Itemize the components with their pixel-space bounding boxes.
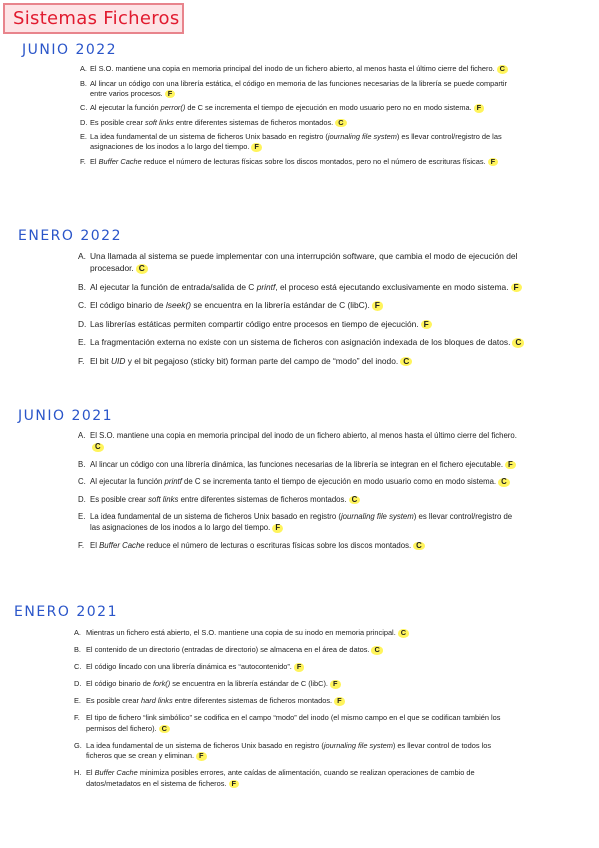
question-text-part: se encuentra en la librería estándar de C (libC). (170, 679, 328, 688)
question-text (90, 299, 542, 311)
answer-badge: C (398, 629, 409, 638)
question-item (78, 494, 524, 505)
question-text (86, 662, 514, 673)
question-letter: D. (78, 494, 86, 504)
question-text-part: La idea fundamental de un sistema de ficheros Unix basado en registro ( (90, 132, 328, 141)
question-text (86, 645, 514, 656)
question-list (80, 64, 508, 167)
question-text-part: minimiza posibles errores, ante caídas de alimentación, cuando se realizan operaciones de cambio de datos/metadatos en el sistema de ficheros. (86, 768, 475, 788)
question-text (90, 511, 524, 533)
question-item (78, 318, 542, 330)
question-text-part: El bit (90, 355, 111, 366)
question-text-part: se encuentra en la librería estándar de C (libC). (191, 300, 370, 310)
question-letter: A. (74, 628, 81, 637)
answer-badge: C (400, 357, 412, 367)
question-item (80, 132, 508, 152)
question-text (86, 713, 514, 734)
question-item (78, 299, 542, 311)
question-text-part: Las librerías estáticas permiten compartir código entre procesos en tiempo de ejecución. (90, 318, 419, 329)
question-text-part: ) es llevar control/registro de las asignaciones de los inodos a lo largo del tiempo. (90, 512, 513, 532)
question-text-part: El (90, 540, 100, 550)
question-letter: A. (78, 431, 86, 440)
question-letter: F. (78, 540, 85, 550)
question-text-part: reduce el número de lecturas o escrituras físicas sobre los discos montados. (144, 540, 412, 550)
question-text (90, 540, 524, 551)
answer-badge: C (92, 443, 104, 452)
question-letter: F. (78, 355, 85, 366)
question-text-part: Una llamada al sistema se puede implementar con una interrupción software, que cambia el modo de ejecución del procesador. (90, 251, 518, 273)
question-letter: E. (74, 696, 81, 705)
question-text-part: Mientras un fichero está abierto, el S.O. mantiene una copia de su inodo en memoria principal. (86, 628, 396, 637)
question-letter: D. (78, 318, 87, 329)
question-letter: A. (80, 64, 87, 73)
question-item (78, 511, 524, 533)
question-text (90, 318, 542, 330)
answer-badge: F (165, 90, 176, 99)
question-item (74, 713, 514, 734)
question-letter: E. (78, 512, 86, 521)
answer-badge: C (335, 119, 346, 128)
question-text-part: La idea fundamental de un sistema de ficheros Unix basado en registro ( (86, 740, 324, 750)
answer-badge: F (251, 143, 262, 152)
question-item (78, 540, 524, 551)
question-text-part: El contenido de un directorio (entradas de directorio) se almacena en el área de datos. (86, 645, 370, 654)
question-text (86, 696, 514, 707)
question-text (90, 79, 508, 99)
question-letter: G. (74, 740, 82, 750)
question-item (80, 103, 508, 113)
question-list (74, 628, 514, 789)
question-text-part: , el proceso está ejecutando exclusivamente en modo sistema. (275, 281, 509, 292)
question-item (78, 281, 542, 293)
answer-badge: C (498, 478, 510, 487)
question-text-part: El código binario de (90, 300, 166, 310)
question-emphasis: Buffer Cache (94, 768, 138, 777)
section-enero-2021 (14, 604, 514, 796)
question-emphasis: UID (110, 355, 126, 366)
question-item (74, 645, 514, 656)
question-emphasis: soft links (145, 117, 174, 127)
question-item (80, 79, 508, 99)
question-item (74, 628, 514, 639)
question-item (78, 250, 542, 274)
question-list (78, 250, 542, 367)
question-text (90, 132, 508, 152)
question-text-part: de C se incrementa el tiempo de ejecución en modo usuario pero no en modo sistema. (185, 103, 472, 112)
question-text-part: entre diferentes sistemas de ficheros montados. (178, 494, 347, 504)
question-emphasis: journaling file system (323, 740, 393, 750)
answer-badge: F (421, 320, 432, 330)
question-emphasis: journaling file system (340, 512, 414, 521)
page-title-box (3, 3, 184, 34)
question-item (80, 118, 508, 128)
answer-badge: F (511, 283, 522, 293)
question-list (78, 430, 524, 551)
question-emphasis: hard links (141, 696, 173, 705)
question-text (90, 494, 524, 505)
answer-badge: F (294, 663, 305, 672)
question-item (80, 64, 508, 74)
question-letter: C. (78, 477, 86, 486)
question-text (90, 336, 542, 348)
question-text-part: El código lincado con una librería dinámica es “autocontenido”. (86, 662, 292, 671)
question-text-part: El tipo de fichero “link simbólico” se codifica en el campo “modo” del inodo (el mismo campo en el que se codifican también los permisos del fichero). (86, 713, 501, 733)
question-letter: B. (78, 459, 86, 469)
question-text-part: Es posible crear (86, 696, 142, 705)
question-text (90, 64, 508, 74)
question-emphasis: perror() (160, 103, 186, 112)
question-letter: B. (80, 78, 87, 88)
question-text-part: La idea fundamental de un sistema de ficheros Unix basado en registro ( (90, 512, 341, 521)
section-junio-2022 (22, 42, 508, 171)
question-text-part: reduce el número de lecturas físicas sobre los discos montados, pero no el número de escrituras físicas. (141, 156, 486, 166)
question-letter: B. (78, 281, 86, 292)
answer-badge: C (159, 725, 170, 734)
answer-badge: F (196, 752, 207, 761)
question-emphasis: soft links (148, 494, 179, 504)
question-text (90, 118, 508, 128)
question-text (86, 741, 514, 762)
question-emphasis: journaling file system (327, 132, 397, 141)
answer-badge: F (334, 697, 345, 706)
section-heading: JUNIO 2021 (18, 408, 114, 424)
question-text-part: entre diferentes sistemas de ficheros montados. (172, 696, 333, 705)
question-text-part: El S.O. mantiene una copia en memoria principal del inodo de un fichero abierto, al menos hasta el último cierre del fichero. (90, 64, 495, 73)
question-letter: B. (74, 645, 81, 654)
answer-badge: F (474, 104, 485, 113)
question-text-part: El S.O. mantiene una copia en memoria principal del inodo de un fichero abierto, al menos hasta el último cierre del fichero. (90, 431, 517, 440)
question-text-part: ) es llevar control de todos los ficheros que se crean y eliminan. (86, 740, 492, 760)
question-text (86, 768, 514, 789)
question-letter: F. (80, 156, 86, 166)
question-item (74, 741, 514, 762)
answer-badge: C (413, 542, 425, 551)
question-text-part: entre diferentes sistemas de ficheros montados. (173, 117, 334, 127)
question-letter: C. (80, 103, 88, 112)
section-heading: JUNIO 2022 (22, 42, 118, 58)
section-enero-2022 (18, 228, 542, 373)
question-text (90, 103, 508, 113)
question-letter: H. (74, 768, 82, 777)
question-text (86, 628, 514, 639)
question-item (78, 476, 524, 487)
question-letter: C. (74, 662, 82, 671)
question-item (78, 336, 542, 348)
question-text-part: Es posible crear (90, 494, 149, 504)
question-text-part: Al ejecutar la función (90, 103, 161, 112)
section-heading: ENERO 2022 (18, 228, 122, 244)
page-title: Sistemas Ficheros (13, 8, 180, 29)
question-text-part: Al ejecutar la función (90, 477, 165, 486)
question-text (90, 459, 524, 470)
answer-badge: C (497, 65, 508, 74)
question-item (74, 768, 514, 789)
question-item (74, 696, 514, 707)
answer-badge: F (272, 524, 283, 533)
question-text (90, 430, 524, 452)
answer-badge: C (136, 264, 148, 274)
question-item (74, 662, 514, 673)
answer-badge: C (371, 646, 382, 655)
answer-badge: C (512, 338, 524, 348)
question-letter: F. (74, 713, 80, 722)
question-text-part: y el bit pegajoso (sticky bit) forman parte del campo de “modo” del inodo. (125, 355, 399, 366)
question-text (90, 476, 524, 487)
question-item (78, 355, 542, 367)
question-letter: E. (80, 132, 87, 141)
question-item (80, 157, 508, 167)
question-emphasis: lseek() (165, 300, 192, 310)
question-text-part: El código binario de (86, 679, 153, 688)
answer-badge: C (349, 496, 361, 505)
question-text-part: Al lincar un código con una librería estática, el código en memoria de las funciones necesarias de la librería se puede compartir entre varios procesos. (90, 78, 507, 98)
question-emphasis: Buffer Cache (98, 156, 142, 166)
answer-badge: F (505, 461, 516, 470)
question-text (90, 355, 542, 367)
question-emphasis: fork() (152, 679, 171, 688)
question-item (78, 459, 524, 470)
answer-badge: F (488, 158, 499, 167)
question-letter: D. (80, 117, 88, 127)
question-letter: A. (78, 251, 86, 261)
question-item (78, 430, 524, 452)
question-text-part: de C se incrementa tanto el tiempo de ejecución en modo usuario como en modo sistema. (181, 477, 497, 486)
question-emphasis: Buffer Cache (99, 540, 145, 550)
question-text (90, 250, 542, 274)
question-text (90, 157, 508, 167)
answer-badge: F (372, 301, 383, 311)
question-text-part: El (90, 156, 99, 166)
question-text (90, 281, 542, 293)
question-text-part: La fragmentación externa no existe con un sistema de ficheros con asignación indexada de los bloques de datos. (90, 337, 511, 347)
question-text-part: Es posible crear (90, 117, 146, 127)
question-emphasis: printf (164, 477, 182, 486)
question-emphasis: printf (256, 281, 276, 292)
section-junio-2021 (18, 408, 524, 557)
section-heading: ENERO 2021 (14, 604, 118, 620)
answer-badge: F (330, 680, 341, 689)
question-letter: E. (78, 337, 86, 347)
question-letter: D. (74, 679, 82, 688)
question-item (74, 679, 514, 690)
question-text-part: El (86, 768, 95, 777)
answer-badge: F (229, 780, 240, 789)
question-text-part: ) es llevar control/registro de las asignaciones de los inodos a lo largo del tiempo. (90, 132, 502, 151)
question-text-part: Al lincar un código con una librería dinámica, las funciones necesarias de la librería se integran en el fichero ejecutable. (90, 459, 504, 469)
question-text-part: Al ejecutar la función de entrada/salida de C (90, 281, 257, 292)
question-text (86, 679, 514, 690)
question-letter: C. (78, 300, 87, 310)
